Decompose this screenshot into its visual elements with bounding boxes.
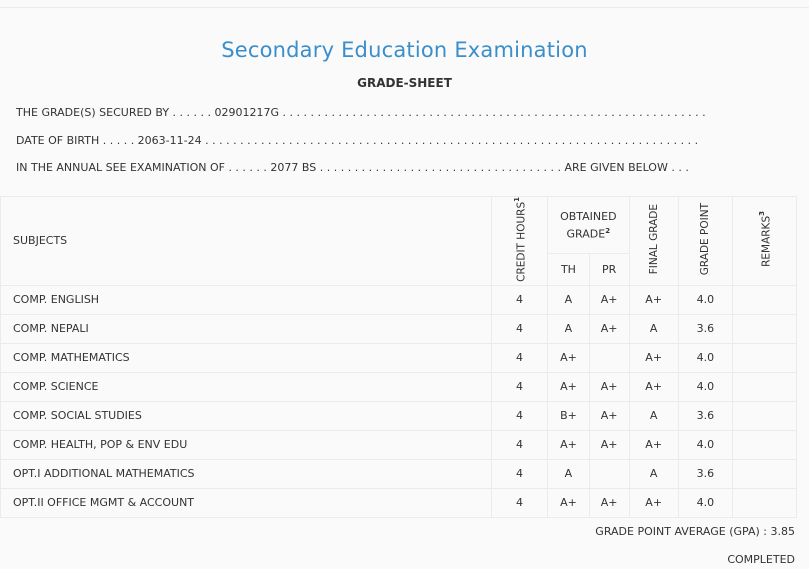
- remarks-cell: [733, 401, 797, 430]
- pr-grade-cell: A+: [589, 285, 629, 314]
- grades-table: [0, 196, 797, 518]
- top-divider: [0, 7, 809, 8]
- table-row: [1, 430, 797, 459]
- subject-cell: COMP. NEPALI: [1, 314, 492, 343]
- subject-cell: OPT.I ADDITIONAL MATHEMATICS: [1, 459, 492, 488]
- credit-hours-cell: 4: [491, 488, 547, 517]
- header-subjects-label: SUBJECTS: [13, 234, 68, 248]
- remarks-cell: [733, 343, 797, 372]
- table-row: [1, 459, 797, 488]
- header-remarks: [733, 197, 797, 286]
- table-row: [1, 488, 797, 517]
- table-row: [1, 401, 797, 430]
- pr-grade-cell: A+: [589, 314, 629, 343]
- subject-cell: OPT.II OFFICE MGMT & ACCOUNT: [1, 488, 492, 517]
- grade-point-cell: 3.6: [678, 459, 732, 488]
- grade-point-cell: 4.0: [678, 343, 732, 372]
- grade-point-cell: 3.6: [678, 401, 732, 430]
- subject-cell: COMP. SCIENCE: [1, 372, 492, 401]
- header-final-grade-label: FINAL GRADE: [647, 204, 660, 275]
- pr-grade-cell: A+: [589, 488, 629, 517]
- table-row: [1, 285, 797, 314]
- grade-sheet-heading: GRADE-SHEET: [357, 76, 452, 90]
- th-grade-cell: A+: [548, 488, 590, 517]
- remarks-sup: 3: [758, 211, 767, 217]
- final-grade-cell: A: [629, 401, 678, 430]
- th-grade-cell: B+: [548, 401, 590, 430]
- remarks-cell: [733, 372, 797, 401]
- gpa-summary: GRADE POINT AVERAGE (GPA) : 3.85: [595, 525, 795, 538]
- credit-hours-text: CREDIT HOURS: [515, 201, 528, 282]
- pr-grade-cell: [589, 343, 629, 372]
- exam-title: Secondary Education Examination: [221, 38, 588, 62]
- header-grade-point-label: GRADE POINT: [699, 203, 712, 276]
- grade-point-cell: 3.6: [678, 314, 732, 343]
- final-grade-cell: A: [629, 314, 678, 343]
- credit-hours-cell: 4: [491, 401, 547, 430]
- remarks-text: REMARKS: [760, 216, 773, 268]
- final-grade-cell: A+: [629, 285, 678, 314]
- header-credit-hours-label: [511, 197, 528, 282]
- credit-hours-cell: 4: [491, 285, 547, 314]
- grade-point-cell: 4.0: [678, 430, 732, 459]
- credit-hours-sup: 1: [513, 197, 522, 202]
- th-grade-cell: A+: [548, 372, 590, 401]
- grade-rows: [1, 285, 797, 517]
- th-grade-cell: A+: [548, 343, 590, 372]
- grade-point-cell: 4.0: [678, 488, 732, 517]
- remarks-cell: [733, 314, 797, 343]
- pr-grade-cell: A+: [589, 401, 629, 430]
- final-grade-cell: A+: [629, 372, 678, 401]
- header-credit-hours: [491, 197, 547, 286]
- th-grade-cell: A: [548, 285, 590, 314]
- remarks-cell: [733, 459, 797, 488]
- table-row: [1, 314, 797, 343]
- secured-by-line: THE GRADE(S) SECURED BY . . . . . . 02901217G . . . . . . . . . . . . . . . . . . . . . . . . . . . . . . . . . . . . . . . . . . . . . . . . . . . . . . . . . . . . .: [16, 106, 706, 119]
- date-of-birth-line: DATE OF BIRTH . . . . . 2063-11-24 . . . . . . . . . . . . . . . . . . . . . . . . . . . . . . . . . . . . . . . . . . . . . . . . . . . . . . . . . . . . . . . . . . . . . . .: [16, 134, 699, 147]
- header-pr: PR: [589, 253, 629, 285]
- grade-point-cell: 4.0: [678, 372, 732, 401]
- credit-hours-cell: 4: [491, 372, 547, 401]
- obtained-grade-sup: 2: [605, 226, 611, 235]
- examination-line: IN THE ANNUAL SEE EXAMINATION OF . . . . . . 2077 BS . . . . . . . . . . . . . . . . . . . . . . . . . . . . . . . . . . . ARE GIVEN BELOW . . .: [16, 161, 689, 174]
- table-row: [1, 343, 797, 372]
- header-obtained-grade: [548, 197, 629, 254]
- completion-status: COMPLETED: [727, 553, 795, 566]
- final-grade-cell: A: [629, 459, 678, 488]
- remarks-cell: [733, 285, 797, 314]
- header-remarks-label: [756, 211, 773, 267]
- pr-grade-cell: A+: [589, 372, 629, 401]
- header-subjects: [1, 197, 492, 286]
- remarks-cell: [733, 430, 797, 459]
- th-grade-cell: A: [548, 459, 590, 488]
- table-row: [1, 372, 797, 401]
- subject-cell: COMP. ENGLISH: [1, 285, 492, 314]
- credit-hours-cell: 4: [491, 314, 547, 343]
- pr-grade-cell: [589, 459, 629, 488]
- remarks-cell: [733, 488, 797, 517]
- subject-cell: COMP. HEALTH, POP & ENV EDU: [1, 430, 492, 459]
- final-grade-cell: A+: [629, 343, 678, 372]
- pr-grade-cell: A+: [589, 430, 629, 459]
- th-grade-cell: A: [548, 314, 590, 343]
- final-grade-cell: A+: [629, 430, 678, 459]
- subject-cell: COMP. SOCIAL STUDIES: [1, 401, 492, 430]
- header-grade-point: [678, 197, 732, 286]
- final-grade-cell: A+: [629, 488, 678, 517]
- credit-hours-cell: 4: [491, 459, 547, 488]
- credit-hours-cell: 4: [491, 430, 547, 459]
- subject-cell: COMP. MATHEMATICS: [1, 343, 492, 372]
- th-grade-cell: A+: [548, 430, 590, 459]
- grade-point-cell: 4.0: [678, 285, 732, 314]
- header-th: TH: [548, 253, 590, 285]
- obtained-grade-text: OBTAINED GRADE: [560, 209, 617, 241]
- header-final-grade: [629, 197, 678, 286]
- credit-hours-cell: 4: [491, 343, 547, 372]
